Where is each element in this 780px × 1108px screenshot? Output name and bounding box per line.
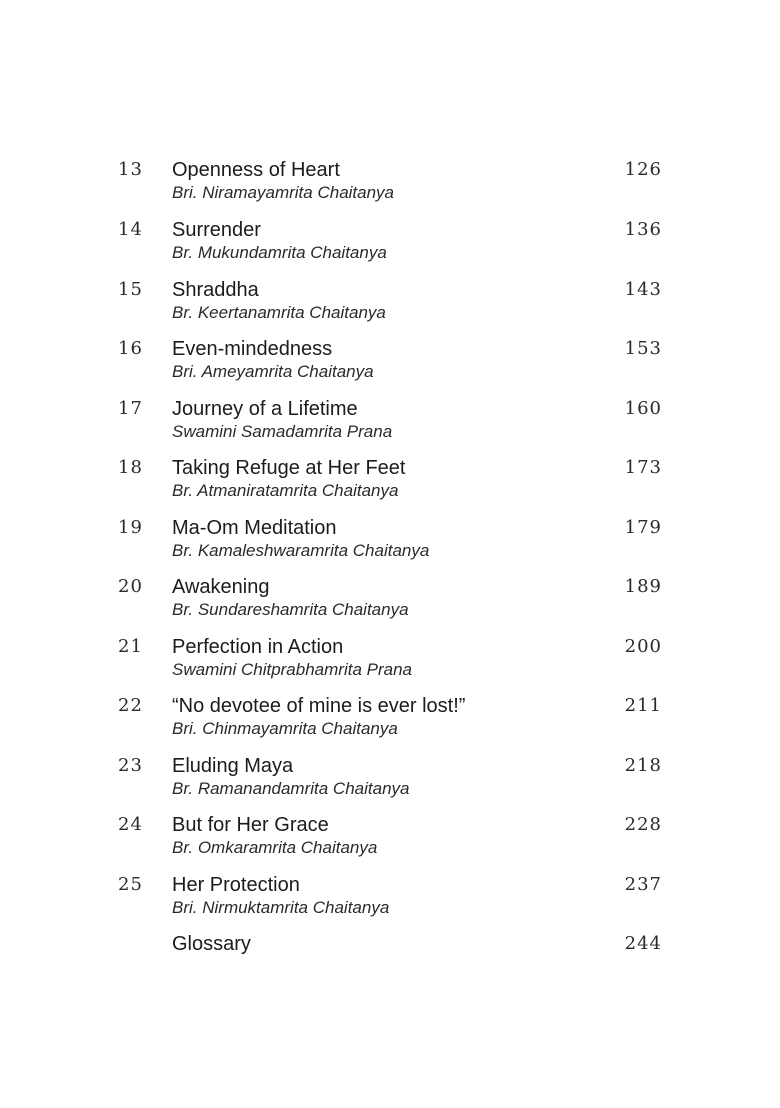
- page-number: 189: [624, 576, 662, 597]
- page-number: 211: [624, 695, 662, 716]
- chapter-author: Br. Atmaniratamrita Chaitanya: [172, 481, 399, 500]
- chapter-number: 21: [118, 636, 143, 657]
- chapter-number: 13: [118, 159, 143, 180]
- chapter-author: Swamini Chitprabhamrita Prana: [172, 660, 412, 679]
- toc-entry[interactable]: [0, 516, 780, 572]
- page-number: 143: [624, 279, 662, 300]
- chapter-number: 20: [118, 576, 143, 597]
- chapter-title[interactable]: Ma-Om Meditation: [172, 517, 337, 539]
- chapter-title[interactable]: But for Her Grace: [172, 814, 329, 836]
- toc-entry[interactable]: [0, 218, 780, 274]
- toc-entry[interactable]: [0, 635, 780, 691]
- toc-entry[interactable]: [0, 813, 780, 869]
- chapter-author: Br. Omkaramrita Chaitanya: [172, 838, 378, 857]
- toc-entry[interactable]: [0, 158, 780, 214]
- chapter-number: 17: [118, 398, 143, 419]
- chapter-title[interactable]: Surrender: [172, 219, 261, 241]
- chapter-number: 14: [118, 219, 143, 240]
- chapter-title[interactable]: Openness of Heart: [172, 159, 340, 181]
- page-number: 173: [624, 457, 662, 478]
- page-number: 153: [624, 338, 662, 359]
- chapter-number: 18: [118, 457, 143, 478]
- toc-entry[interactable]: [0, 278, 780, 334]
- chapter-title[interactable]: Her Protection: [172, 874, 300, 896]
- chapter-author: Swamini Samadamrita Prana: [172, 422, 393, 441]
- chapter-author: Bri. Nirmuktamrita Chaitanya: [172, 898, 390, 917]
- toc-entry[interactable]: [0, 456, 780, 512]
- page-number: 179: [624, 517, 662, 538]
- toc-entry[interactable]: [0, 694, 780, 750]
- chapter-title[interactable]: Shraddha: [172, 279, 259, 301]
- chapter-number: 19: [118, 517, 143, 538]
- toc-entry[interactable]: [0, 575, 780, 631]
- chapter-number: 25: [118, 874, 143, 895]
- toc-entry[interactable]: [0, 754, 780, 810]
- chapter-title[interactable]: Eluding Maya: [172, 755, 294, 777]
- toc-entry[interactable]: [0, 873, 780, 929]
- chapter-title[interactable]: Taking Refuge at Her Feet: [172, 457, 406, 479]
- chapter-title[interactable]: “No devotee of mine is ever lost!”: [172, 695, 466, 717]
- chapter-author: Bri. Niramayamrita Chaitanya: [172, 183, 395, 202]
- chapter-number: 24: [118, 814, 143, 835]
- chapter-author: Bri. Chinmayamrita Chaitanya: [172, 719, 398, 738]
- page-number: 237: [624, 874, 662, 895]
- page-number: 126: [624, 159, 662, 180]
- page-number: 244: [624, 933, 662, 954]
- toc-entry[interactable]: [0, 397, 780, 453]
- toc-entry[interactable]: [0, 337, 780, 393]
- chapter-title[interactable]: Awakening: [172, 576, 270, 598]
- page-number: 160: [624, 398, 662, 419]
- chapter-title[interactable]: Journey of a Lifetime: [172, 398, 358, 420]
- chapter-title[interactable]: Even-mindedness: [172, 338, 333, 360]
- chapter-title[interactable]: Perfection in Action: [172, 636, 344, 658]
- chapter-author: Br. Sundareshamrita Chaitanya: [172, 600, 409, 619]
- chapter-number: 23: [118, 755, 143, 776]
- toc-entry-glossary[interactable]: [0, 932, 780, 960]
- chapter-author: Br. Ramanandamrita Chaitanya: [172, 779, 410, 798]
- chapter-number: 22: [118, 695, 143, 716]
- page-number: 228: [624, 814, 662, 835]
- chapter-author: Bri. Ameyamrita Chaitanya: [172, 362, 374, 381]
- chapter-author: Br. Mukundamrita Chaitanya: [172, 243, 387, 262]
- chapter-author: Br. Kamaleshwaramrita Chaitanya: [172, 541, 430, 560]
- chapter-number: 15: [118, 279, 143, 300]
- chapter-number: 16: [118, 338, 143, 359]
- page-number: 136: [624, 219, 662, 240]
- page-number: 200: [624, 636, 662, 657]
- glossary-title[interactable]: Glossary: [172, 933, 251, 955]
- chapter-author: Br. Keertanamrita Chaitanya: [172, 303, 386, 322]
- page-number: 218: [624, 755, 662, 776]
